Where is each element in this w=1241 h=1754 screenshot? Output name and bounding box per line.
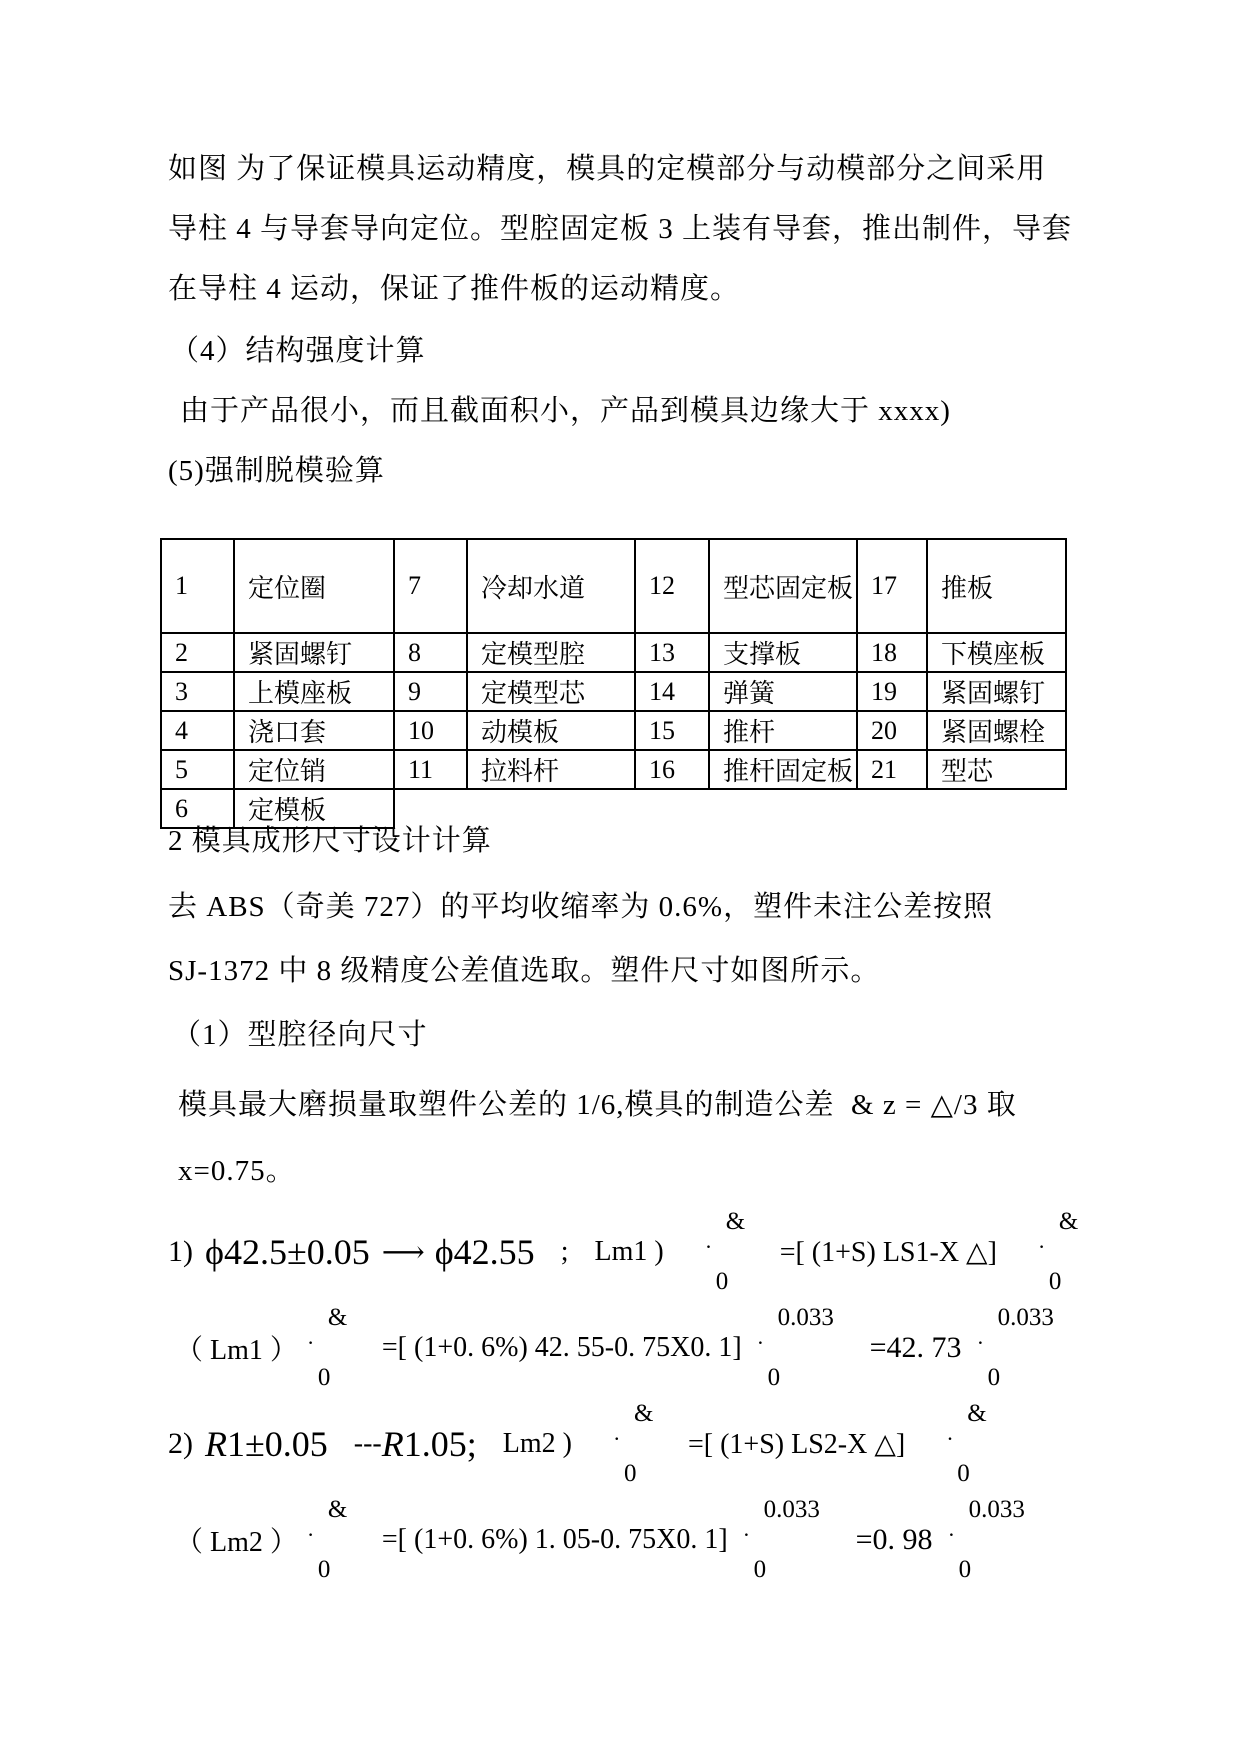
paragraph-2: 由于产品很小，而且截面积小，产品到模具边缘大于 xxxx) — [180, 395, 951, 427]
heading-demold-check: (5)强制脱模验算 — [168, 455, 385, 487]
part-name: 推杆 — [709, 711, 857, 750]
table-row — [161, 672, 1066, 711]
dashes: --- — [353, 1428, 382, 1459]
part-name: 型芯固定板 — [709, 539, 857, 633]
tolerance-lower: 0 — [317, 1556, 331, 1583]
formula-expression: 1.05; — [403, 1424, 477, 1464]
part-number: 10 — [394, 711, 467, 750]
tolerance-stack — [304, 1492, 370, 1588]
part-number: 12 — [635, 539, 709, 633]
tolerance-stack — [304, 1300, 370, 1396]
formula-result: =0. 98 — [855, 1523, 933, 1556]
empty-cell — [635, 789, 709, 828]
formula-rhs: =[ (1+S) LS2-X △] — [687, 1429, 906, 1460]
tolerance-stack — [754, 1300, 858, 1396]
part-name: 拉料杆 — [467, 750, 635, 789]
heading-cavity-radial: （1）型腔径向尺寸 — [172, 1019, 428, 1051]
paragraph-1-line-1: 如图 为了保证模具运动精度，模具的定模部分与动模部分之间采用 — [168, 153, 1047, 185]
table-row — [161, 633, 1066, 672]
part-name: 定模板 — [234, 789, 394, 828]
formula-1 — [168, 1204, 1101, 1300]
paragraph-4-line-1: 模具最大磨损量取塑件公差的 1/6,模具的制造公差 & z = △/3 取 — [178, 1089, 1017, 1121]
part-number: 18 — [857, 633, 927, 672]
tolerance-dot: . — [307, 1516, 314, 1541]
formula-lhs: Lm2 ) — [502, 1428, 572, 1459]
part-name: 推板 — [927, 539, 1066, 633]
tolerance-dot: . — [977, 1324, 984, 1349]
part-name: 定位销 — [234, 750, 394, 789]
formula-1-result — [175, 1300, 1078, 1396]
part-name: 上模座板 — [234, 672, 394, 711]
tolerance-dot: . — [1038, 1228, 1045, 1253]
tolerance-lower: 0 — [715, 1268, 729, 1295]
table-row — [161, 750, 1066, 789]
heading-mold-dimension: 2 模具成形尺寸设计计算 — [168, 825, 492, 857]
part-number: 3 — [161, 672, 234, 711]
part-number: 14 — [635, 672, 709, 711]
formula-variable: R — [205, 1424, 227, 1464]
tolerance-lower: 0 — [753, 1556, 767, 1583]
part-number: 13 — [635, 633, 709, 672]
tolerance-dot: . — [743, 1516, 750, 1541]
formula-variable: R — [381, 1424, 404, 1464]
tolerance-upper: & — [633, 1400, 654, 1427]
part-number: 15 — [635, 711, 709, 750]
formula-expression: ϕ42.55 — [434, 1232, 535, 1272]
tolerance-lower: 0 — [767, 1364, 781, 1391]
part-name: 定模型芯 — [467, 672, 635, 711]
heading-structural-strength: （4）结构强度计算 — [170, 335, 426, 367]
part-name: 浇口套 — [234, 711, 394, 750]
tolerance-upper: 0.033 — [997, 1304, 1054, 1331]
tolerance-upper: & — [327, 1304, 348, 1331]
formula-2-result — [175, 1492, 1049, 1588]
mold-parts-table — [160, 538, 1067, 829]
part-number: 19 — [857, 672, 927, 711]
part-name: 冷却水道 — [467, 539, 635, 633]
part-name: 定模型腔 — [467, 633, 635, 672]
tolerance-upper: & — [1058, 1208, 1079, 1235]
paragraph-1-line-2: 导柱 4 与导套导向定位。型腔固定板 3 上装有导套，推出制件，导套 — [168, 213, 1073, 245]
tolerance-upper: & — [967, 1400, 987, 1427]
part-name: 支撑板 — [709, 633, 857, 672]
tolerance-stack — [974, 1300, 1078, 1396]
table-row — [161, 539, 1066, 633]
part-name: 型芯 — [927, 750, 1066, 789]
tolerance-upper: 0.033 — [763, 1496, 820, 1523]
empty-cell — [857, 789, 927, 828]
formula-expression: 1±0.05 — [227, 1424, 328, 1464]
tolerance-upper: 0.033 — [777, 1304, 834, 1331]
formula-index: 1) — [168, 1235, 193, 1268]
formula-lhs: Lm1 ) — [594, 1236, 664, 1267]
tolerance-upper: & — [327, 1496, 348, 1523]
formula-result: =42. 73 — [869, 1331, 962, 1364]
part-name: 紧固螺栓 — [927, 711, 1066, 750]
tolerance-lower: 0 — [623, 1460, 637, 1487]
tolerance-lower: 0 — [1048, 1268, 1062, 1295]
part-number: 7 — [394, 539, 467, 633]
formula-2 — [168, 1396, 1009, 1492]
part-number: 20 — [857, 711, 927, 750]
part-name: 下模座板 — [927, 633, 1066, 672]
part-number: 8 — [394, 633, 467, 672]
formula-rhs: =[ (1+S) LS1-X △] — [779, 1237, 997, 1268]
formula-index: 2) — [168, 1427, 193, 1460]
tolerance-dot: . — [307, 1324, 314, 1349]
tolerance-upper: 0.033 — [968, 1496, 1025, 1523]
part-name: 推杆固定板 — [709, 750, 857, 789]
formula-rhs: =[ (1+0. 6%) 1. 05-0. 75X0. 1] — [381, 1524, 728, 1555]
part-name: 紧固螺钉 — [927, 672, 1066, 711]
tolerance-lower: 0 — [957, 1460, 970, 1487]
tolerance-dot: . — [947, 1420, 953, 1445]
part-number: 5 — [161, 750, 234, 789]
part-number: 9 — [394, 672, 467, 711]
tolerance-stack — [945, 1492, 1049, 1588]
tolerance-lower: 0 — [987, 1364, 1001, 1391]
part-name: 弹簧 — [709, 672, 857, 711]
paragraph-3-line-2: SJ-1372 中 8 级精度公差值选取。塑件尺寸如图所示。 — [168, 955, 881, 987]
tolerance-lower: 0 — [317, 1364, 331, 1391]
part-number: 4 — [161, 711, 234, 750]
arrow-symbol: ⟶ — [381, 1235, 423, 1269]
empty-cell — [467, 789, 635, 828]
part-number: 17 — [857, 539, 927, 633]
paragraph-3-line-1: 去 ABS（奇美 727）的平均收缩率为 0.6%，塑件未注公差按照 — [168, 891, 994, 923]
part-number: 21 — [857, 750, 927, 789]
tolerance-stack — [1035, 1204, 1101, 1300]
formula-lhs: （ Lm1 ） — [175, 1335, 298, 1366]
part-number: 2 — [161, 633, 234, 672]
formula-expression: ϕ42.5±0.05 — [205, 1232, 370, 1272]
part-name: 动模板 — [467, 711, 635, 750]
tolerance-stack — [740, 1492, 844, 1588]
empty-cell — [709, 789, 857, 828]
formula-rhs: =[ (1+0. 6%) 42. 55-0. 75X0. 1] — [381, 1332, 742, 1363]
part-number: 6 — [161, 789, 234, 828]
separator: ; — [560, 1236, 569, 1267]
tolerance-stack — [610, 1396, 676, 1492]
tolerance-stack — [943, 1396, 1009, 1492]
part-number: 1 — [161, 539, 234, 633]
table-row — [161, 711, 1066, 750]
part-name: 紧固螺钉 — [234, 633, 394, 672]
part-name: 定位圈 — [234, 539, 394, 633]
tolerance-dot: . — [948, 1516, 955, 1541]
tolerance-stack — [702, 1204, 768, 1300]
part-number: 11 — [394, 750, 467, 789]
paragraph-4-line-2: x=0.75。 — [178, 1155, 296, 1187]
part-number: 16 — [635, 750, 709, 789]
tolerance-dot: . — [613, 1420, 620, 1445]
empty-cell — [927, 789, 1066, 828]
tolerance-upper: & — [725, 1208, 746, 1235]
tolerance-dot: . — [705, 1228, 712, 1253]
formula-lhs: （ Lm2 ） — [175, 1527, 298, 1558]
tolerance-lower: 0 — [958, 1556, 972, 1583]
tolerance-dot: . — [757, 1324, 764, 1349]
paragraph-1-line-3: 在导柱 4 运动，保证了推件板的运动精度。 — [168, 273, 741, 305]
